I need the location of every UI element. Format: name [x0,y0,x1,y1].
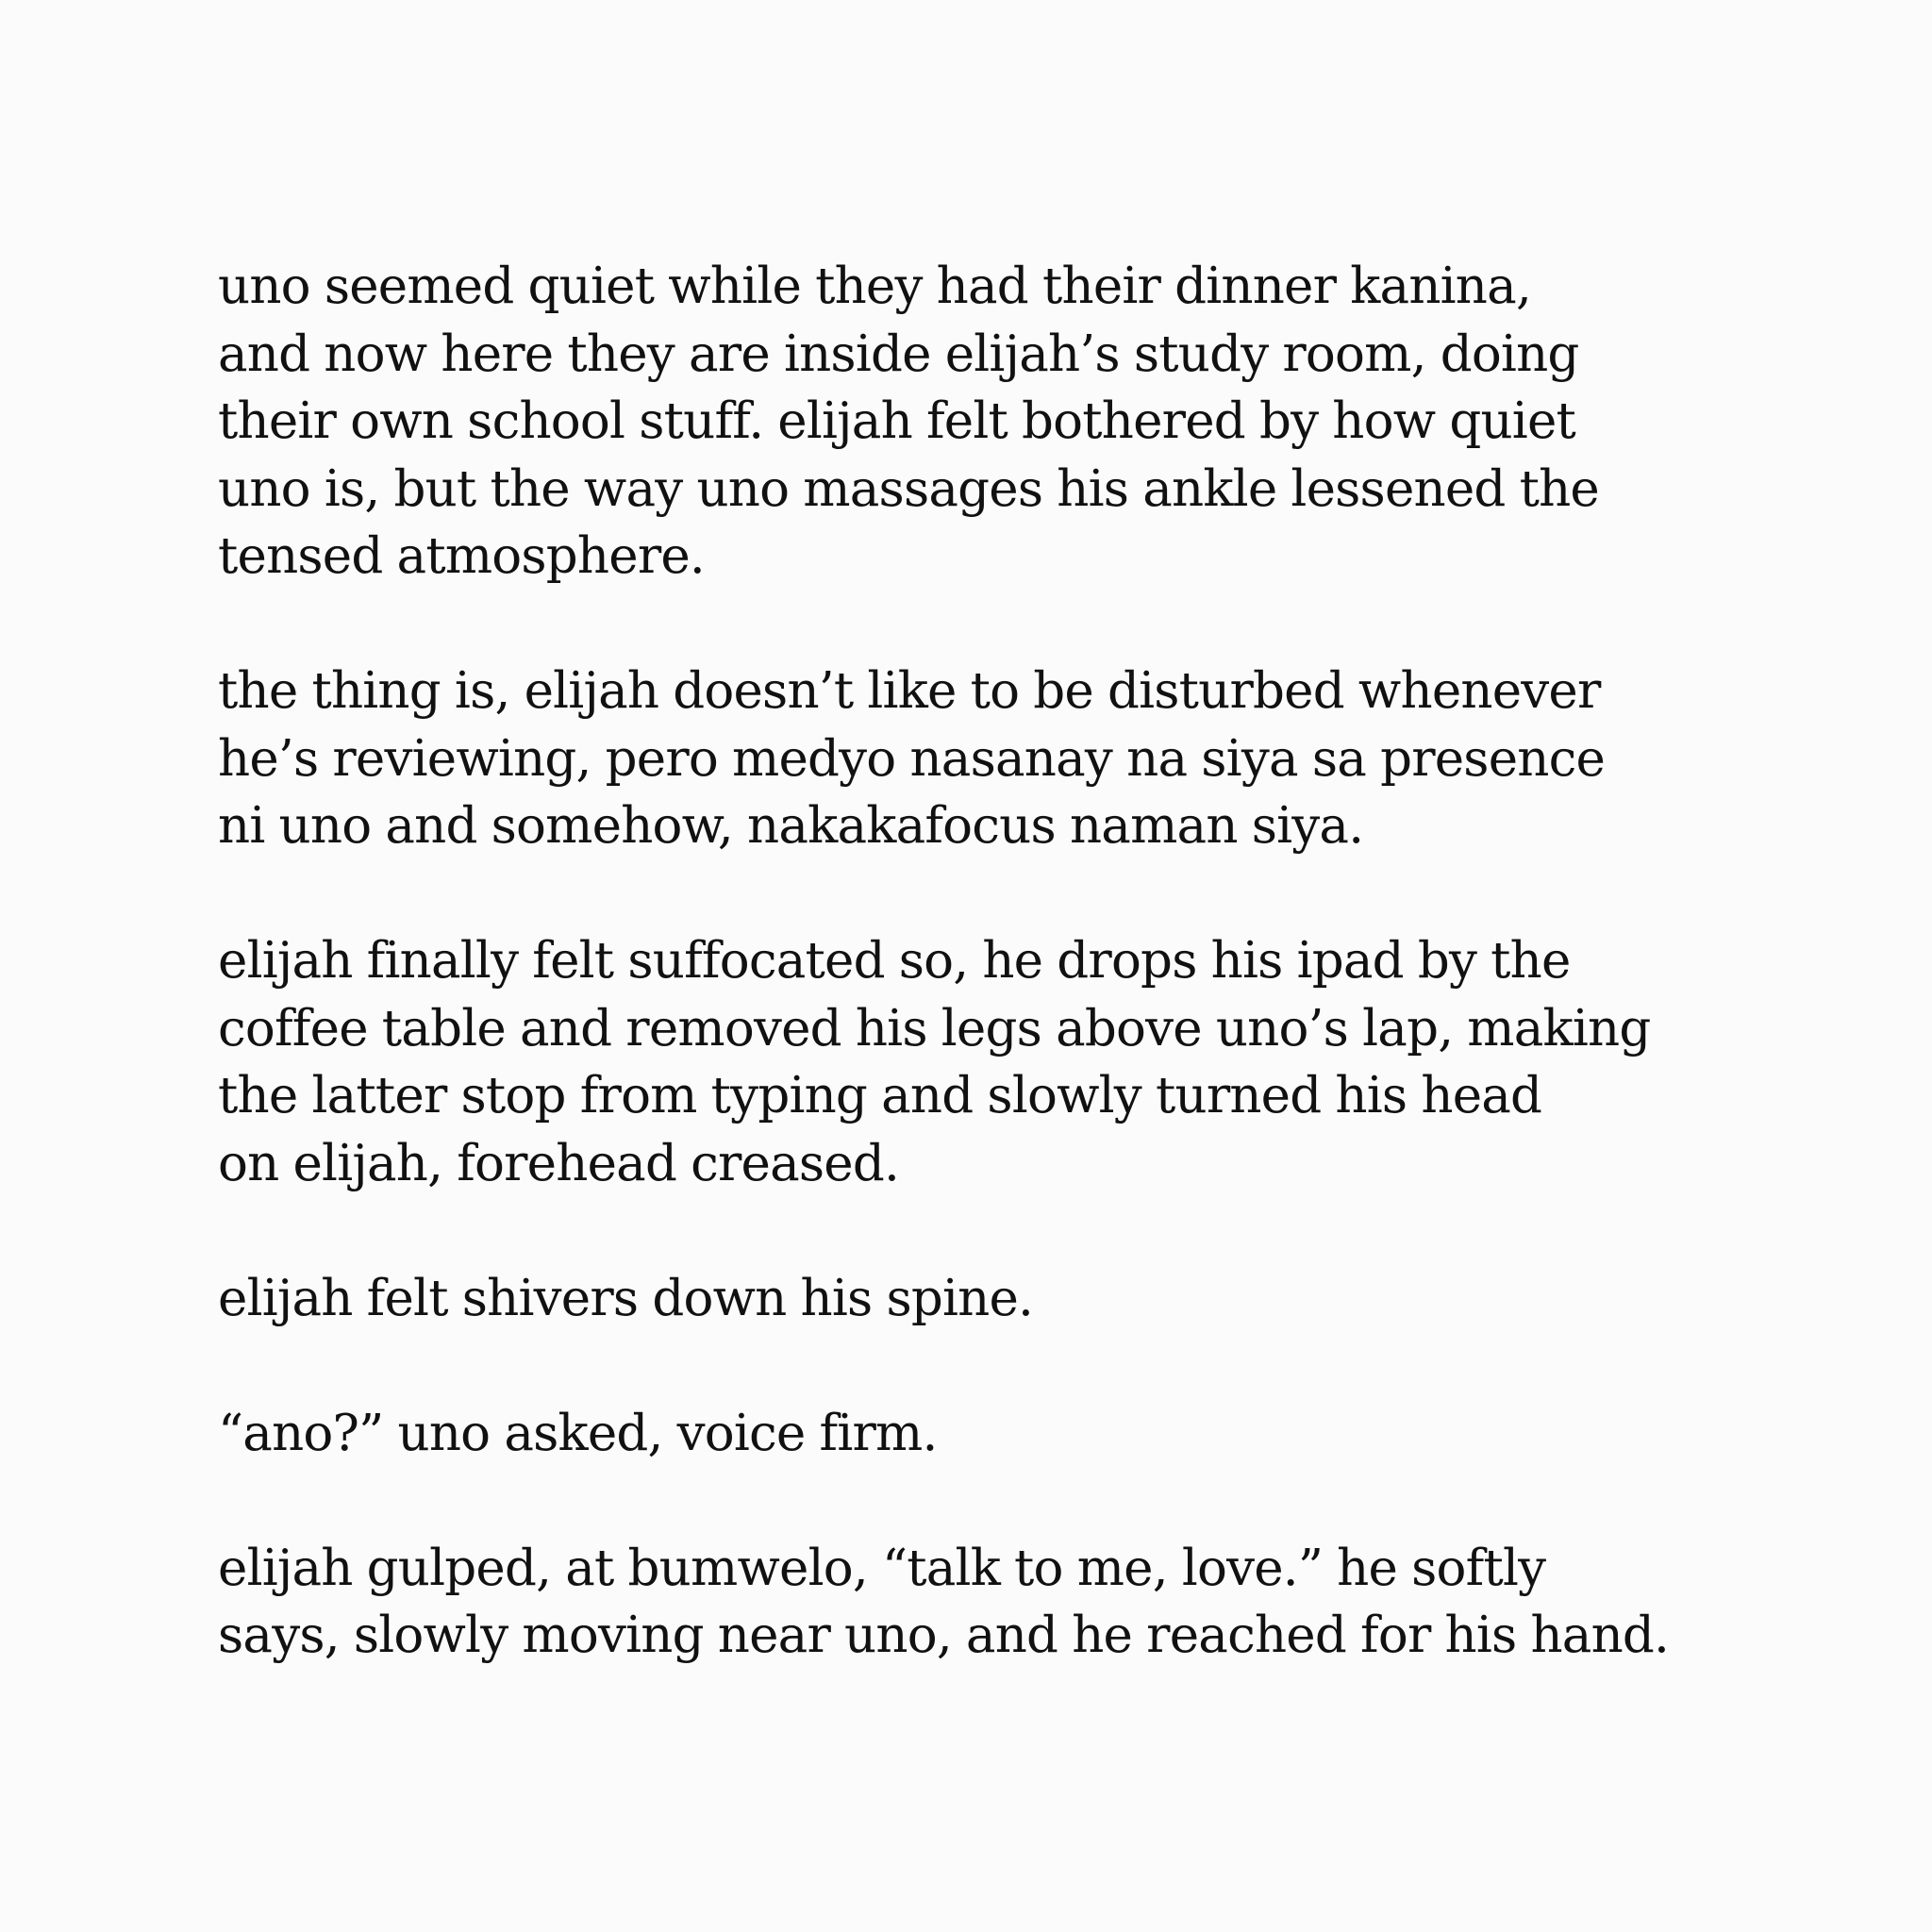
paragraph-6 [218,1535,1765,1670]
paragraph-3 [218,927,1765,1197]
text-line: coffee table and removed his legs above uno’s lap, making [218,999,1651,1058]
paragraph-5 [218,1400,1765,1468]
text-line: and now here they are inside elijah’s study room, doing [218,325,1579,383]
story-text-block [218,253,1765,1737]
paragraph-4 [218,1265,1765,1333]
text-line: tensed atmosphere. [218,527,705,585]
text-line: he’s reviewing, pero medyo nasanay na siya sa presence [218,729,1606,788]
text-line: elijah felt shivers down his spine. [218,1269,1034,1327]
text-line: the latter stop from typing and slowly turned his head [218,1067,1542,1124]
text-line: uno is, but the way uno massages his ankle lessened the [218,459,1599,518]
text-line: uno seemed quiet while they had their dinner kanina, [218,258,1531,315]
text-line: says, slowly moving near uno, and he reached for his hand. [218,1607,1670,1664]
text-line: the thing is, elijah doesn’t like to be disturbed whenever [218,662,1601,720]
paragraph-1 [218,253,1765,591]
text-line: their own school stuff. elijah felt bothered by how quiet [218,392,1576,450]
paragraph-2 [218,658,1765,860]
text-line: ni uno and somehow, nakakafocus naman siya. [218,797,1364,855]
text-line: “ano?” uno asked, voice firm. [218,1404,938,1462]
text-line: elijah gulped, at bumwelo, “talk to me, love.” he softly [218,1539,1546,1597]
text-line: on elijah, forehead creased. [218,1134,900,1192]
text-line: elijah finally felt suffocated so, he drops his ipad by the [218,932,1571,990]
